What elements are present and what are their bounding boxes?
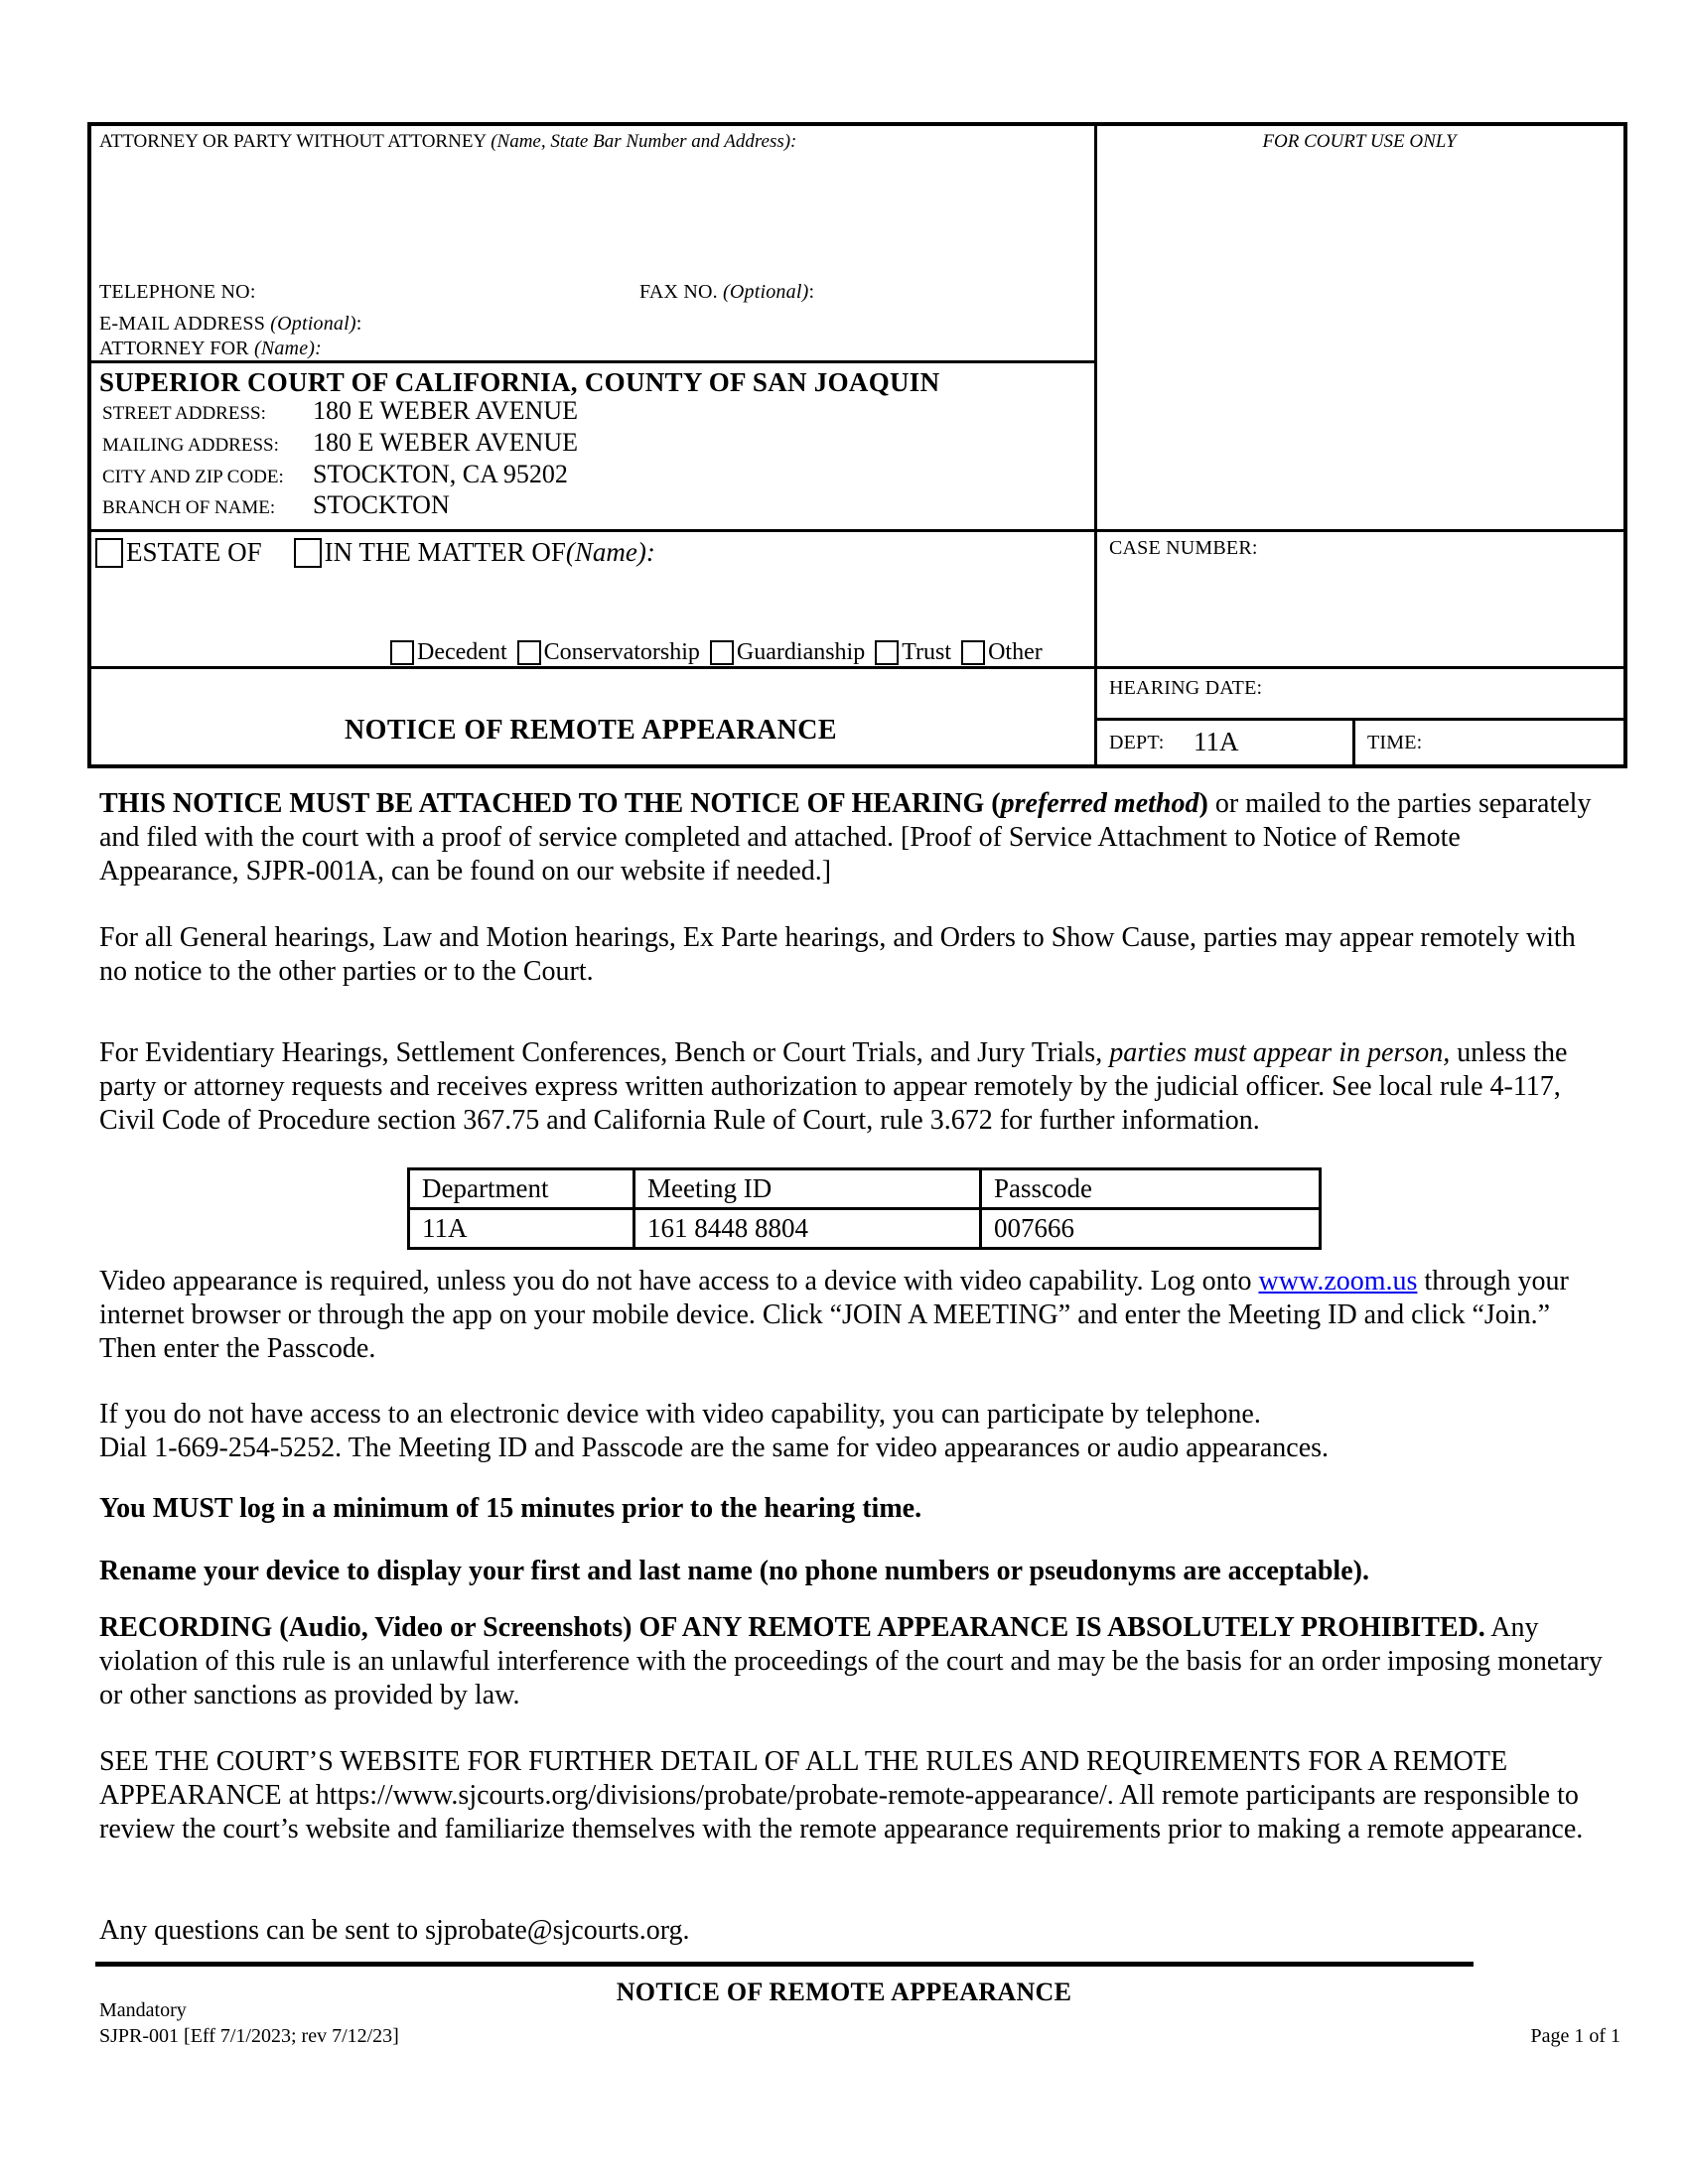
checkbox-estate-of[interactable]: [95, 538, 123, 568]
in-the-matter-of-label: IN THE MATTER OF: [324, 537, 566, 567]
passcode-header-cell: Passcode: [981, 1169, 1321, 1209]
header-border-bottom: [87, 764, 1627, 768]
header-border-right: [1623, 122, 1627, 768]
email-label-text: E-MAIL ADDRESS: [99, 313, 271, 335]
attorney-label-text: ATTORNEY OR PARTY WITHOUT ATTORNEY: [99, 131, 492, 152]
passcode-value-cell: 007666: [981, 1209, 1321, 1249]
fax-label-text: FAX NO.: [639, 281, 724, 303]
header-border-top: [87, 122, 1627, 126]
department-header-cell: Department: [409, 1169, 634, 1209]
footer-form-title: NOTICE OF REMOTE APPEARANCE: [616, 1978, 1072, 2006]
zoom-table-data-row: [409, 1209, 1321, 1249]
hearing-date-field[interactable]: [1281, 673, 1618, 713]
p8-bold-text: RECORDING (Audio, Video or Screenshots) OF ANY REMOTE APPEARANCE IS ABSOLUTELY PROHIBITED.: [99, 1612, 1485, 1643]
paragraph-general-hearings: For all General hearings, Law and Motion hearings, Ex Parte hearings, and Orders to Show Cause, parties may appear remotely with no notice to the other parties or to the Court.: [99, 922, 1576, 987]
branch-name-value: STOCKTON: [313, 490, 450, 519]
paragraph-questions: Any questions can be sent to sjprobate@sjcourts.org.: [99, 1915, 690, 1946]
court-title: SUPERIOR COURT OF CALIFORNIA, COUNTY OF SAN JOAQUIN: [99, 367, 940, 397]
checkbox-other[interactable]: [961, 640, 985, 665]
for-court-use-label: FOR COURT USE ONLY: [1262, 131, 1457, 152]
fax-field[interactable]: [794, 278, 1082, 308]
city-zip-label: CITY AND ZIP CODE:: [102, 467, 284, 487]
dept-label: DEPT:: [1109, 732, 1165, 753]
checkbox-decedent[interactable]: [390, 640, 414, 665]
p8-rest-text: Any violation of this rule is an unlawful interference with the proceedings of the court and may be the basis for an order imposing monetary or other sanctions as provided by law.: [99, 1612, 1603, 1710]
footer-rule: [95, 1962, 1474, 1967]
department-value-cell: 11A: [409, 1209, 634, 1249]
estate-box-bottom-line: [87, 666, 1627, 669]
court-box-bottom-line: [87, 529, 1627, 532]
matter-name-field[interactable]: [95, 576, 1078, 635]
case-number-label: CASE NUMBER:: [1109, 537, 1258, 559]
branch-name-label: BRANCH OF NAME:: [102, 497, 276, 518]
paragraph-court-website: SEE THE COURT’S WEBSITE FOR FURTHER DETAIL OF ALL THE RULES AND REQUIREMENTS FOR A REMOTE APPEARANCE at https://www.sjcourts.org/divisions/probate/probate-remote-appearance/. All remote participants are responsible to review the court’s website and familiarize themselves with the remote appearance requirements prior to making a remote appearance.: [99, 1746, 1584, 1844]
paragraph-telephone-participation: [99, 1398, 1604, 1465]
p4-rest-text: through your internet browser or through the app on your mobile device. Click “JOIN A MEETING” and enter the Meeting ID and click “Join.” Then enter the Passcode.: [99, 1266, 1569, 1364]
fax-label-colon: :: [808, 281, 815, 303]
dept-value: 11A: [1194, 727, 1239, 756]
matter-name-paren: (Name):: [565, 537, 655, 567]
checkbox-in-the-matter-of[interactable]: [294, 538, 322, 568]
meeting-id-header-cell: Meeting ID: [634, 1169, 981, 1209]
city-zip-row: [102, 460, 568, 489]
footer-mandatory: Mandatory: [99, 1999, 187, 2021]
p3-start-text: For Evidentiary Hearings, Settlement Conferences, Bench or Court Trials, and Jury Trials,: [99, 1037, 1110, 1068]
attorney-for-label: [99, 338, 322, 360]
footer-page-number: Page 1 of 1: [1530, 2025, 1620, 2047]
paragraph-log-in-early: You MUST log in a minimum of 15 minutes prior to the hearing time.: [99, 1493, 922, 1524]
decedent-label: Decedent: [417, 639, 507, 665]
trust-label: Trust: [902, 639, 952, 665]
paragraph-evidentiary-hearings: [99, 1036, 1604, 1138]
fax-label-paren: (Optional): [723, 281, 809, 303]
checkbox-guardianship[interactable]: [710, 640, 734, 665]
p4-start-text: Video appearance is required, unless you do not have access to a device with video capability. Log onto: [99, 1266, 1259, 1297]
category-item-trust: [875, 639, 951, 666]
telephone-label: TELEPHONE NO:: [99, 281, 256, 303]
time-label: TIME:: [1367, 732, 1423, 753]
email-label-paren: (Optional): [270, 313, 356, 335]
attorney-info-field[interactable]: [95, 159, 1088, 273]
city-zip-value: STOCKTON, CA 95202: [313, 460, 568, 488]
meeting-id-value-cell: 161 8448 8804: [634, 1209, 981, 1249]
zoom-us-link[interactable]: www.zoom.us: [1258, 1266, 1418, 1297]
street-address-label: STREET ADDRESS:: [102, 403, 266, 424]
p1-bold-close: ): [1198, 788, 1208, 819]
category-item-other: [961, 639, 1043, 666]
p1-preferred-method: preferred method: [1000, 788, 1199, 819]
mailing-address-label: MAILING ADDRESS:: [102, 435, 279, 456]
p5-line2-text: Dial 1-669-254-5252. The Meeting ID and Passcode are the same for video appearances or audio appearances.: [99, 1433, 1330, 1463]
email-label-colon: :: [355, 313, 362, 335]
attorney-label-paren: (Name, State Bar Number and Address):: [491, 131, 797, 152]
case-number-field[interactable]: [1102, 571, 1618, 660]
hearing-date-label: HEARING DATE:: [1109, 677, 1263, 699]
hearing-date-bottom-line: [1094, 718, 1627, 721]
category-item-decedent: [390, 639, 507, 666]
p3-rest-text: unless the party or attorney requests and receives express written authorization to appear remotely by the judicial officer. See local rule 4-117, Civil Code of Procedure section 367.75 and California Rule of Court, rule 3.672 for further information.: [99, 1037, 1568, 1136]
p1-rest-text: or mailed to the parties separately and filed with the court with a proof of service completed and attached. [Proof of Service Attachment to Notice of Remote Appearance, SJPR-001A, can be found on our website if needed.]: [99, 788, 1592, 887]
category-item-conservatorship: [517, 639, 700, 666]
p1-bold-text: THIS NOTICE MUST BE ATTACHED TO THE NOTICE OF HEARING (: [99, 788, 1001, 819]
attorney-for-text: ATTORNEY FOR: [99, 338, 254, 359]
header-border-left: [87, 122, 91, 768]
mailing-address-value: 180 E WEBER AVENUE: [313, 428, 578, 457]
time-field[interactable]: [1440, 723, 1618, 764]
paragraph-rename-device: Rename your device to display your first and last name (no phone numbers or pseudonyms are acceptable).: [99, 1556, 1369, 1586]
matter-category-row: [390, 639, 1043, 666]
p5-line1-text: If you do not have access to an electronic device with video capability, you can participate by telephone.: [99, 1399, 1261, 1430]
p3-in-person-italic: parties must appear in person,: [1109, 1037, 1451, 1068]
estate-of-label: ESTATE OF: [126, 537, 262, 567]
paragraph-recording-prohibited: [99, 1611, 1604, 1712]
street-address-value: 180 E WEBER AVENUE: [313, 396, 578, 425]
mailing-address-row: [102, 428, 578, 458]
checkbox-conservatorship[interactable]: [517, 640, 541, 665]
footer-form-id: SJPR-001 [Eff 7/1/2023; rev 7/12/23]: [99, 2025, 399, 2047]
checkbox-trust[interactable]: [875, 640, 899, 665]
header-column-divider: [1094, 122, 1097, 768]
fax-label: [639, 281, 814, 304]
street-address-row: [102, 396, 578, 426]
attorney-for-paren: (Name):: [253, 338, 322, 359]
estate-matter-row: [95, 537, 655, 568]
conservatorship-label: Conservatorship: [543, 639, 700, 665]
dept-time-divider: [1352, 718, 1355, 768]
attorney-for-field[interactable]: [308, 335, 923, 362]
form-title: NOTICE OF REMOTE APPEARANCE: [345, 715, 837, 746]
category-item-guardianship: [710, 639, 865, 666]
other-label: Other: [988, 639, 1043, 665]
zoom-table-header-row: [409, 1169, 1321, 1209]
paragraph-attach-notice: [99, 787, 1604, 888]
telephone-field[interactable]: [288, 278, 626, 308]
attorney-box-label: [99, 131, 796, 153]
branch-name-row: [102, 490, 450, 520]
zoom-info-table: [407, 1167, 1322, 1250]
guardianship-label: Guardianship: [736, 639, 866, 665]
email-label: [99, 313, 361, 336]
paragraph-video-appearance: [99, 1265, 1604, 1366]
